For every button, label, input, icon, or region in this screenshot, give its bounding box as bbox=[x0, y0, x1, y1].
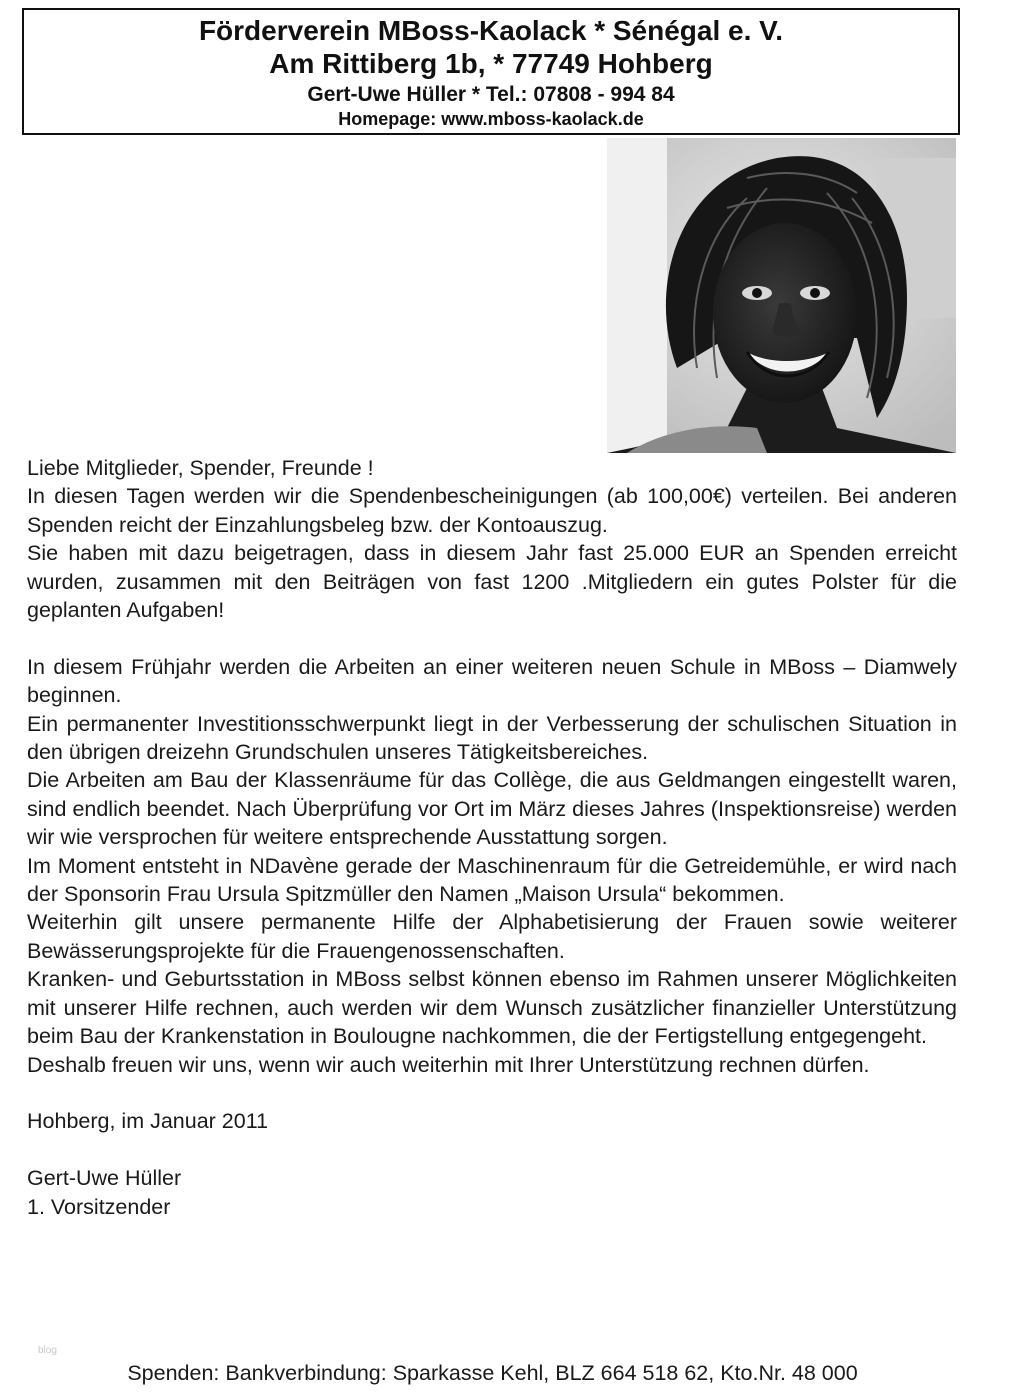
homepage-line: Homepage: www.mboss-kaolack.de bbox=[338, 109, 644, 129]
girl-portrait-photo bbox=[607, 138, 956, 453]
association-name: Förderverein MBoss-Kaolack * Sénégal e. V. bbox=[198, 15, 784, 46]
letterhead-box bbox=[22, 8, 960, 135]
letter-paragraph: Deshalb freuen wir uns, wenn wir auch weiterhin mit Ihrer Unterstützung rechnen dürfen. bbox=[27, 1052, 870, 1077]
letter-paragraph: Weiterhin gilt unsere permanente Hilfe der Alphabetisierung der Frauen sowie weiterer Bewässerungsprojekte für die Frauengenossenschaften. bbox=[27, 910, 957, 963]
letter-greeting: Liebe Mitglieder, Spender, Freunde ! bbox=[27, 456, 374, 480]
paragraph-spacer bbox=[27, 1136, 957, 1164]
watermark-text: blog bbox=[38, 1345, 57, 1356]
letter-paragraph: In diesen Tagen werden wir die Spendenbescheinigungen (ab 100,00€) verteilen. Bei anderen Spenden reicht der Einzahlungsbeleg bzw. der Kontoauszug. bbox=[27, 484, 957, 537]
letter-paragraph: In diesem Frühjahr werden die Arbeiten an einer weiteren neuen Schule in MBoss – Diamwely beginnen. bbox=[27, 654, 957, 708]
bank-details-footer: Spenden: Bankverbindung: Sparkasse Kehl, BLZ 664 518 62, Kto.Nr. 48 000 bbox=[127, 1361, 858, 1385]
paragraph-spacer bbox=[27, 1079, 957, 1107]
signer-title: 1. Vorsitzender bbox=[27, 1194, 171, 1219]
letter-body bbox=[27, 454, 957, 1221]
letter-paragraph: Kranken- und Geburtsstation in MBoss selbst können ebenso im Rahmen unserer Möglichkeiten mit unserer Hilfe rechnen, auch werden wir dem Wunsch zusätzlicher finanzieller Unterstützung beim Bau der Krankenstation in Boulougne nachkommen, die der Fertigstellung entgegengeht. bbox=[27, 967, 957, 1049]
letter-paragraph: Im Moment entsteht in NDavène gerade der Maschinenraum für die Getreidemühle, er wird nach der Sponsorin Frau Ursula Spitzmüller den Namen „Maison Ursula“ bekommen. bbox=[27, 853, 957, 907]
letter-paragraph: Ein permanenter Investitionsschwerpunkt liegt in der Verbesserung der schulischen Situation in den übrigen dreizehn Grundschulen unseres Tätigkeitsbereiches. bbox=[27, 711, 957, 765]
letter-paragraph: Sie haben mit dazu beigetragen, dass in diesem Jahr fast 25.000 EUR an Spenden erreicht wurden, zusammen mit den Beiträgen von fast 1200 .Mitgliedern ein gutes Polster für die geplanten Aufgaben! bbox=[27, 541, 957, 623]
letter-paragraph: Die Arbeiten am Bau der Klassenräume für das Collège, die aus Geldmangen eingestellt waren, sind endlich beendet. Nach Überprüfung vor Ort im März dieses Jahres (Inspektionsreise) werden wir wie versprochen für weitere entsprechende Ausstattung sorgen. bbox=[27, 768, 957, 850]
association-address: Am Rittiberg 1b, * 77749 Hohberg bbox=[269, 48, 713, 79]
contact-line: Gert-Uwe Hüller * Tel.: 07808 - 994 84 bbox=[307, 83, 675, 106]
signer-name: Gert-Uwe Hüller bbox=[27, 1166, 182, 1191]
paragraph-spacer bbox=[27, 624, 957, 652]
place-and-date: Hohberg, im Januar 2011 bbox=[27, 1109, 269, 1134]
